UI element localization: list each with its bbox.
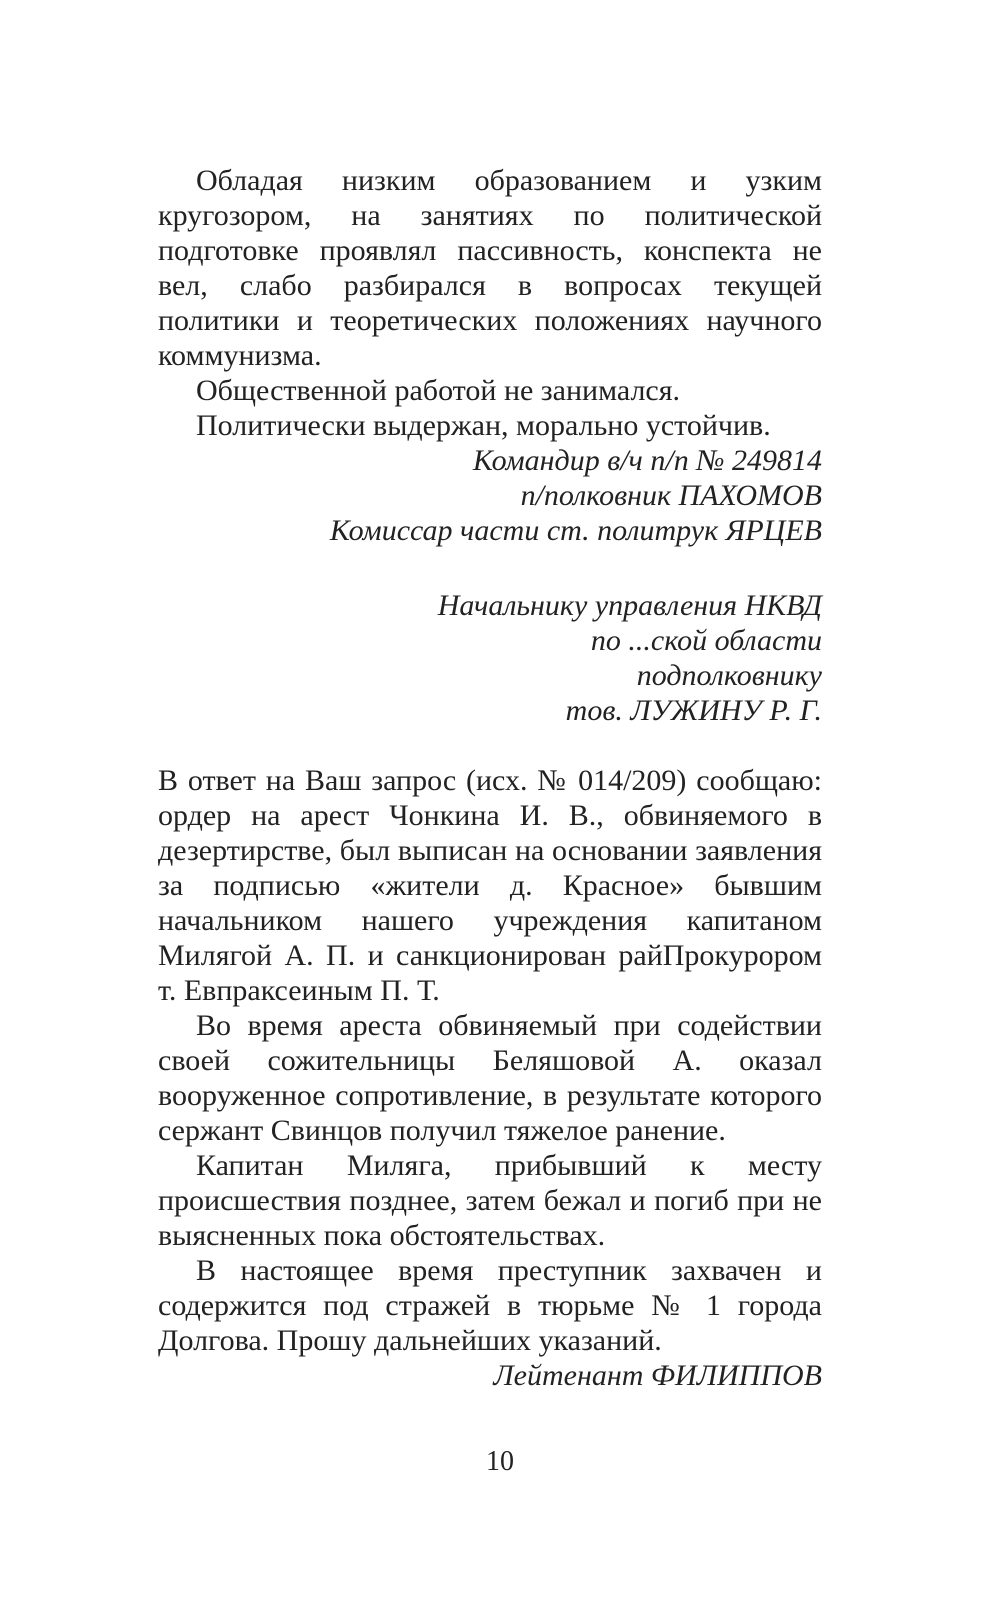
signature-commissar: Комиссар части ст. политрук ЯРЦЕВ	[329, 514, 822, 547]
letter-paragraph-1: В ответ на Ваш запрос (исх. № 014/209) сообщаю: ордер на арест Чонкина И. В., обвиняемого в дезертирстве, был выписан на основании заявления за подписью «жители д. Красное» бывшим начальником нашего учреждения капитаном Милягой А. П. и санкционирован райПрокурором т. Евпраксеиным П. Т.	[158, 764, 822, 1007]
letter-paragraph-3: Капитан Миляга, прибывший к месту происшествия позднее, затем бежал и погиб при не выясненных пока обстоятельствах.	[158, 1149, 822, 1252]
letter-paragraph-4: В настоящее время преступник захвачен и содержится под стражей в тюрьме № 1 города Долгова. Прошу дальнейших указаний.	[158, 1254, 822, 1357]
signature-commander-unit: Командир в/ч п/п № 249814	[472, 444, 822, 477]
letter-signature: Лейтенант ФИЛИППОВ	[493, 1359, 822, 1392]
addressee-line-1: Начальнику управления НКВД	[437, 589, 822, 622]
letter-addressee	[158, 588, 822, 728]
letter-body	[158, 763, 822, 1393]
characteristic-paragraph-2: Общественной работой не занимался.	[196, 374, 681, 407]
characteristic-paragraph-1: Обладая низким образованием и узким кругозором, на занятиях по политической подготовке проявлял пассивность, конспекта не вел, слабо разбирался в вопросах текущей политики и теоретических положениях научного коммунизма.	[158, 164, 822, 372]
page-number: 10	[486, 1446, 514, 1477]
characteristic-section	[158, 163, 822, 548]
addressee-line-2: по ...ской области	[590, 624, 822, 657]
addressee-line-3: подполковнику	[636, 659, 822, 692]
signature-commander-name: п/полковник ПАХОМОВ	[520, 479, 822, 512]
characteristic-paragraph-3: Политически выдержан, морально устойчив.	[196, 409, 771, 442]
addressee-line-4: тов. ЛУЖИНУ Р. Г.	[565, 694, 822, 727]
letter-paragraph-2: Во время ареста обвиняемый при содействии своей сожительницы Беляшовой А. оказал вооруженное сопротивление, в результате которого сержант Свинцов получил тяжелое ранение.	[158, 1009, 822, 1147]
